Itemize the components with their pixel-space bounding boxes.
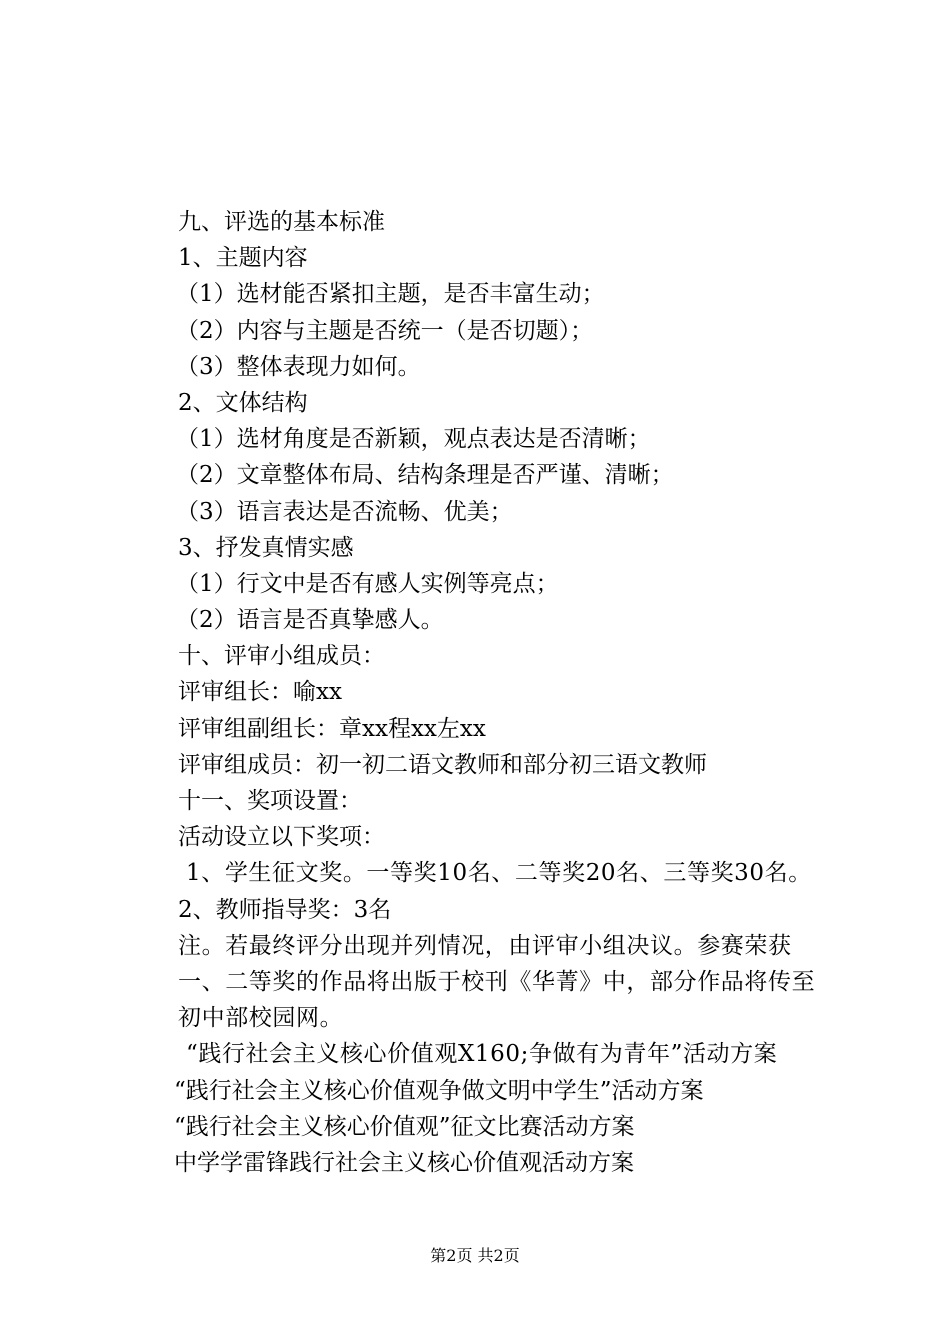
list-item: （2）语言是否真挚感人。 (176, 607, 444, 634)
list-item: （1）行文中是否有感人实例等亮点； (176, 570, 559, 597)
list-item: （2）内容与主题是否统一（是否切题）； (176, 317, 594, 344)
list-item: （1）选材角度是否新颖，观点表达是否清晰； (176, 426, 651, 453)
list-item: （1）选材能否紧扣主题，是否丰富生动； (176, 281, 605, 308)
list-item: （2）文章整体布局、结构条理是否严谨、清晰； (176, 462, 674, 489)
subsection-structure: 2、文体结构 (178, 389, 308, 416)
list-item: （3）整体表现力如何。 (176, 353, 421, 380)
panel-deputy-leaders: 评审组副组长：章xx程xx左xx (178, 715, 486, 742)
panel-members: 评审组成员：初一初二语文教师和部分初三语文教师 (178, 751, 707, 778)
section-heading-eleven: 十一、奖项设置： (178, 788, 362, 814)
page-number-footer: 第2页 共2页 (430, 1246, 520, 1265)
awards-intro: 活动设立以下奖项： (178, 824, 385, 851)
document-body (138, 204, 838, 1181)
related-link-title: “践行社会主义核心价值观”征文比赛活动方案 (174, 1113, 635, 1140)
panel-leader: 评审组长：喻xx (178, 679, 342, 706)
note-paragraph: 注。若最终评分出现并列情况，由评审小组决议。参赛荣获一、二等奖的作品将出版于校刊《华菁》中，部分作品将传至初中部校园网。 (178, 932, 816, 1032)
subsection-theme: 1、主题内容 (178, 245, 308, 272)
related-link-title: “践行社会主义核心价值观争做文明中学生”活动方案 (174, 1077, 704, 1104)
award-teacher-guidance: 2、教师指导奖：3名 (178, 896, 392, 923)
related-link-title: 中学学雷锋践行社会主义核心价值观活动方案 (174, 1149, 634, 1176)
section-heading-nine: 九、评选的基本标准 (178, 209, 385, 235)
subsection-emotion: 3、抒发真情实感 (178, 534, 354, 561)
related-link-title: “践行社会主义核心价值观X160;争做有为青年”活动方案 (186, 1041, 778, 1068)
section-heading-ten: 十、评审小组成员： (178, 643, 385, 670)
award-student-essay: 1、学生征文奖。一等奖10名、二等奖20名、三等奖30名。 (186, 860, 812, 887)
list-item: （3）语言表达是否流畅、优美； (176, 498, 513, 525)
